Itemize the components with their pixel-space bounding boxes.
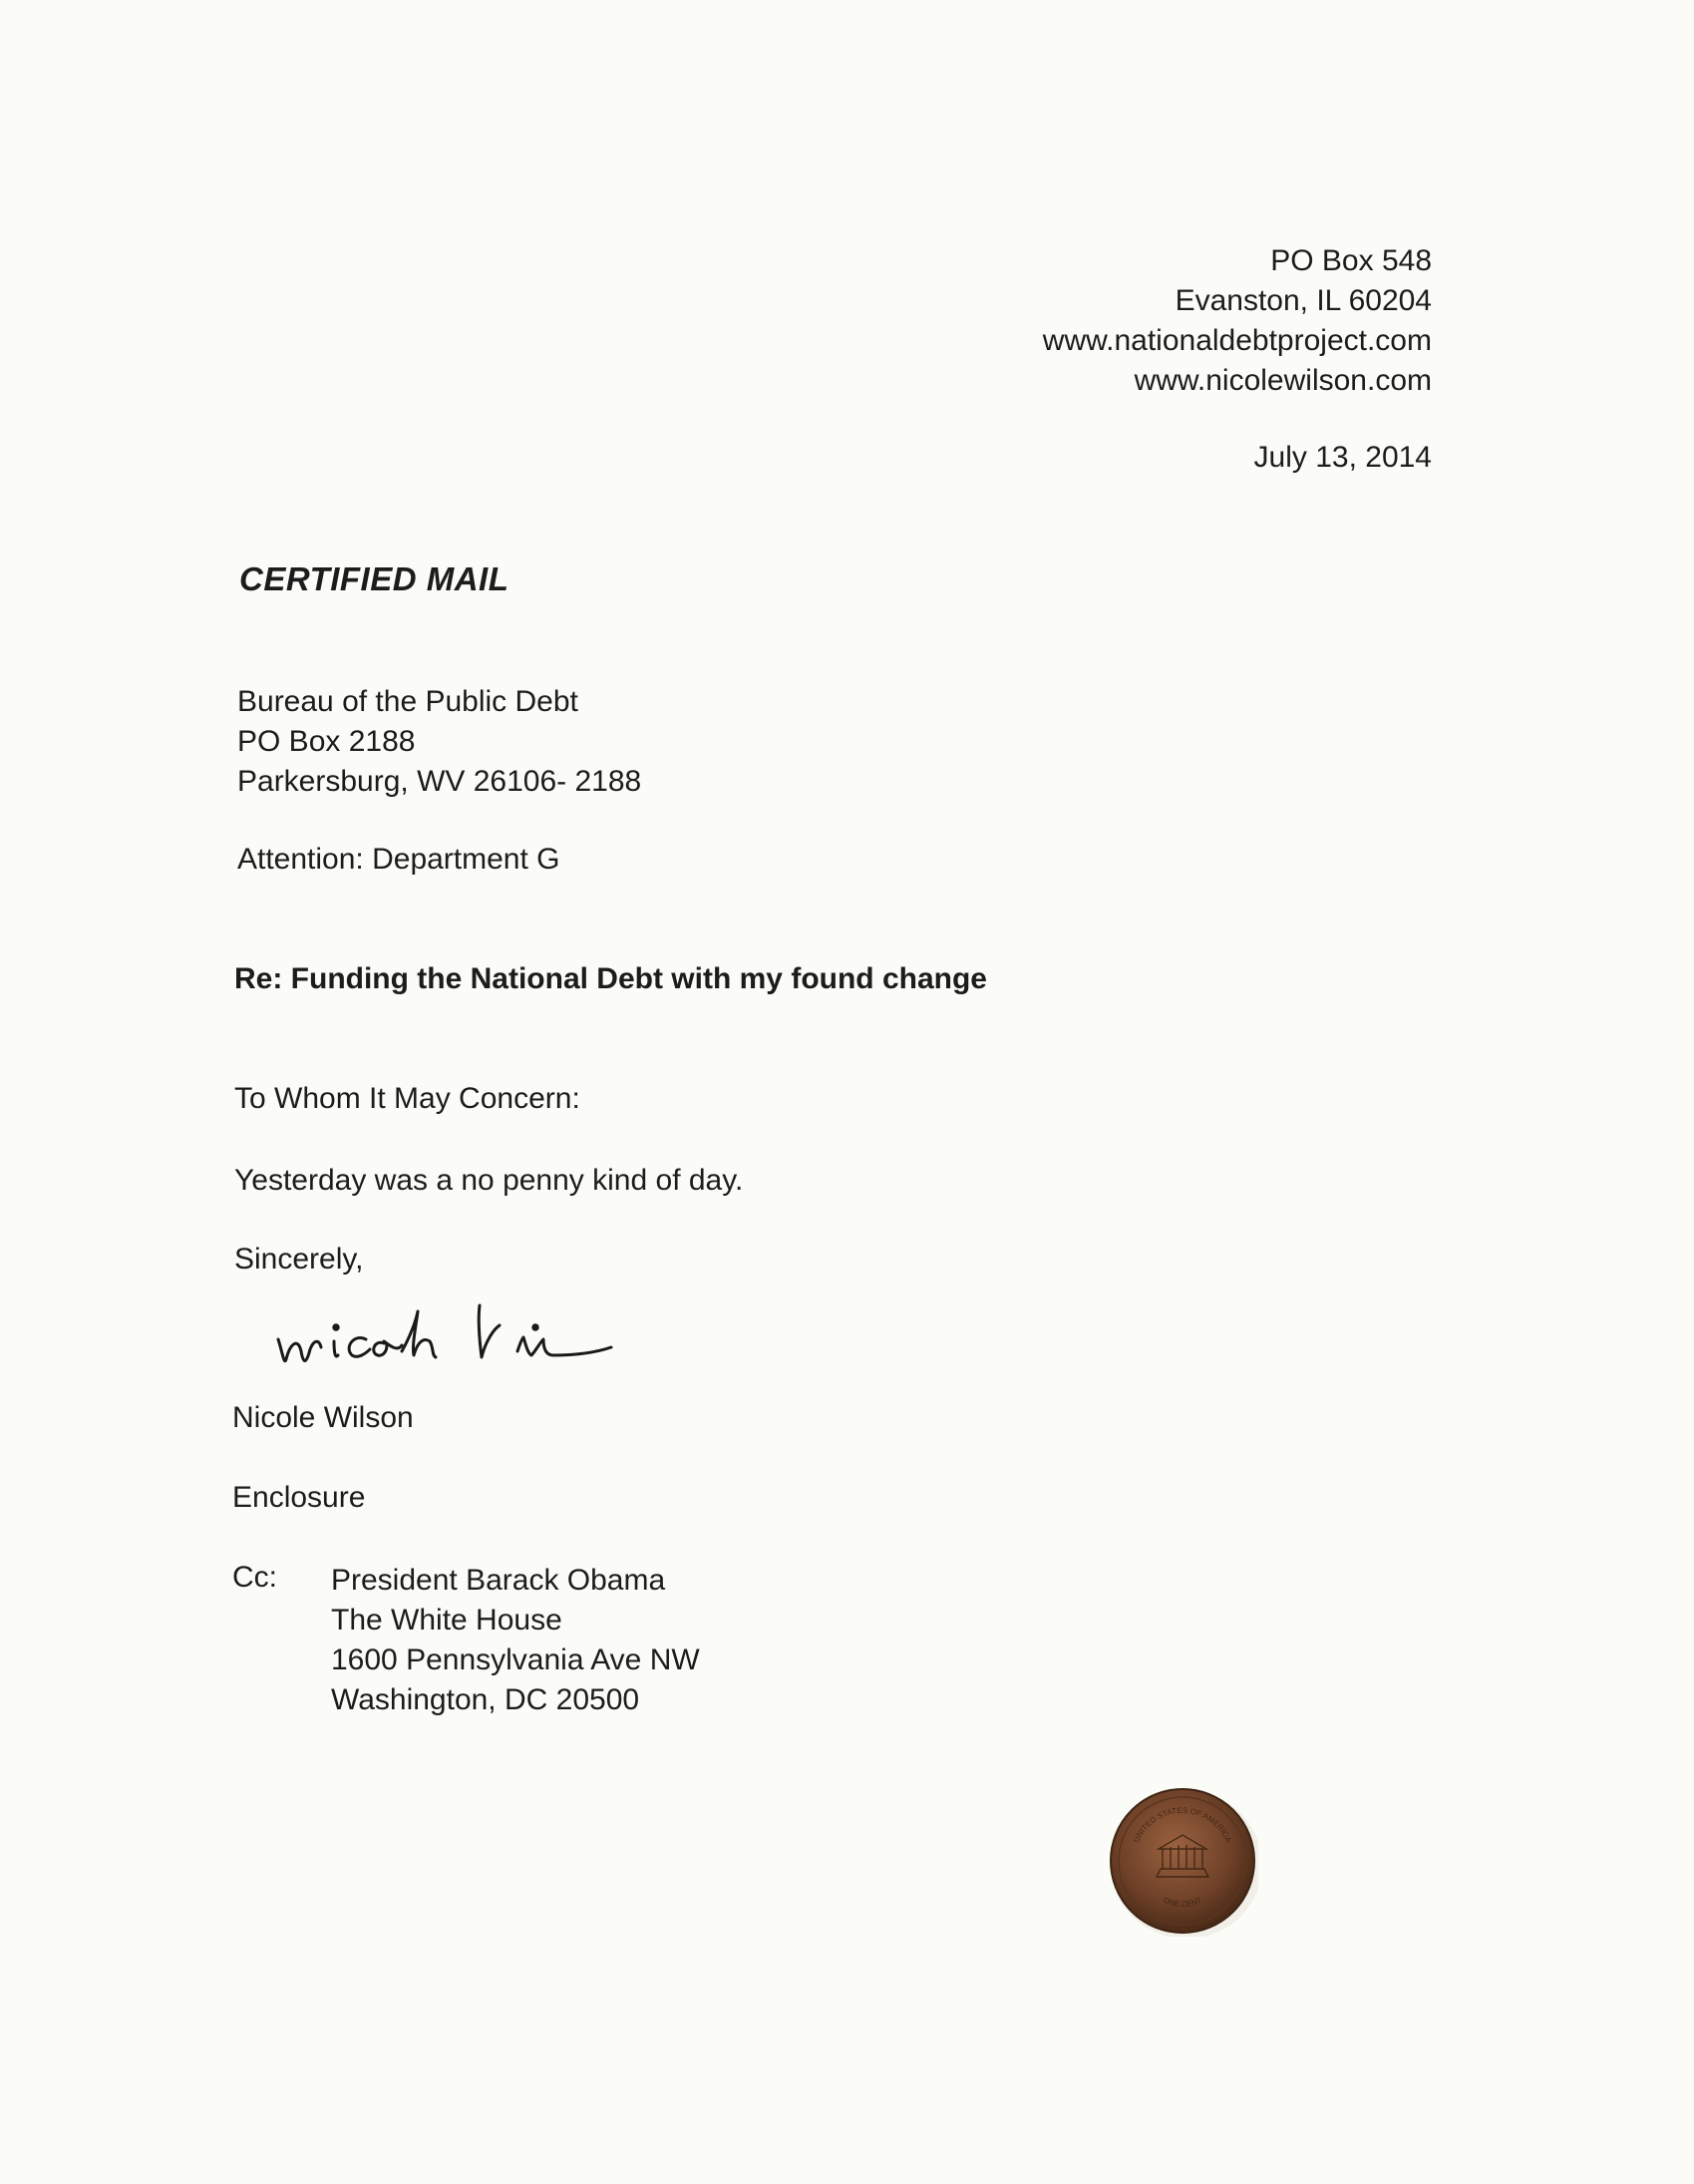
cc-line: President Barack Obama: [331, 1564, 666, 1597]
penny-coin: [1107, 1785, 1258, 1937]
handwritten-signature: [274, 1281, 673, 1391]
svg-text:UNITED STATES OF AMERICA: UNITED STATES OF AMERICA: [1132, 1805, 1233, 1844]
sender-address-line: Evanston, IL 60204: [1175, 284, 1432, 317]
cc-label: Cc:: [232, 1561, 277, 1594]
subject-line: Re: Funding the National Debt with my found change: [234, 962, 987, 995]
salutation: To Whom It May Concern:: [234, 1082, 580, 1115]
closing: Sincerely,: [234, 1243, 364, 1275]
cc-line: 1600 Pennsylvania Ave NW: [331, 1643, 700, 1676]
enclosure-note: Enclosure: [232, 1481, 366, 1514]
cc-line: The White House: [331, 1604, 562, 1637]
sender-website: www.nicolewilson.com: [1134, 364, 1432, 397]
attention-line: Attention: Department G: [237, 843, 560, 876]
sender-address: [1043, 241, 1432, 401]
recipient-line: PO Box 2188: [237, 725, 416, 758]
recipient-line: Parkersburg, WV 26106- 2188: [237, 765, 642, 798]
recipient-line: Bureau of the Public Debt: [237, 685, 578, 718]
sender-address-line: PO Box 548: [1270, 244, 1432, 277]
signer-name: Nicole Wilson: [232, 1401, 414, 1434]
sender-website: www.nationaldebtproject.com: [1042, 324, 1432, 357]
svg-text:ONE CENT: ONE CENT: [1162, 1895, 1203, 1910]
letter-body: Yesterday was a no penny kind of day.: [234, 1164, 744, 1197]
recipient-address: [237, 682, 641, 802]
cc-address: [331, 1561, 700, 1720]
cc-line: Washington, DC 20500: [331, 1683, 640, 1716]
letter-date: July 13, 2014: [1253, 441, 1432, 474]
mail-type-heading: CERTIFIED MAIL: [239, 560, 509, 597]
